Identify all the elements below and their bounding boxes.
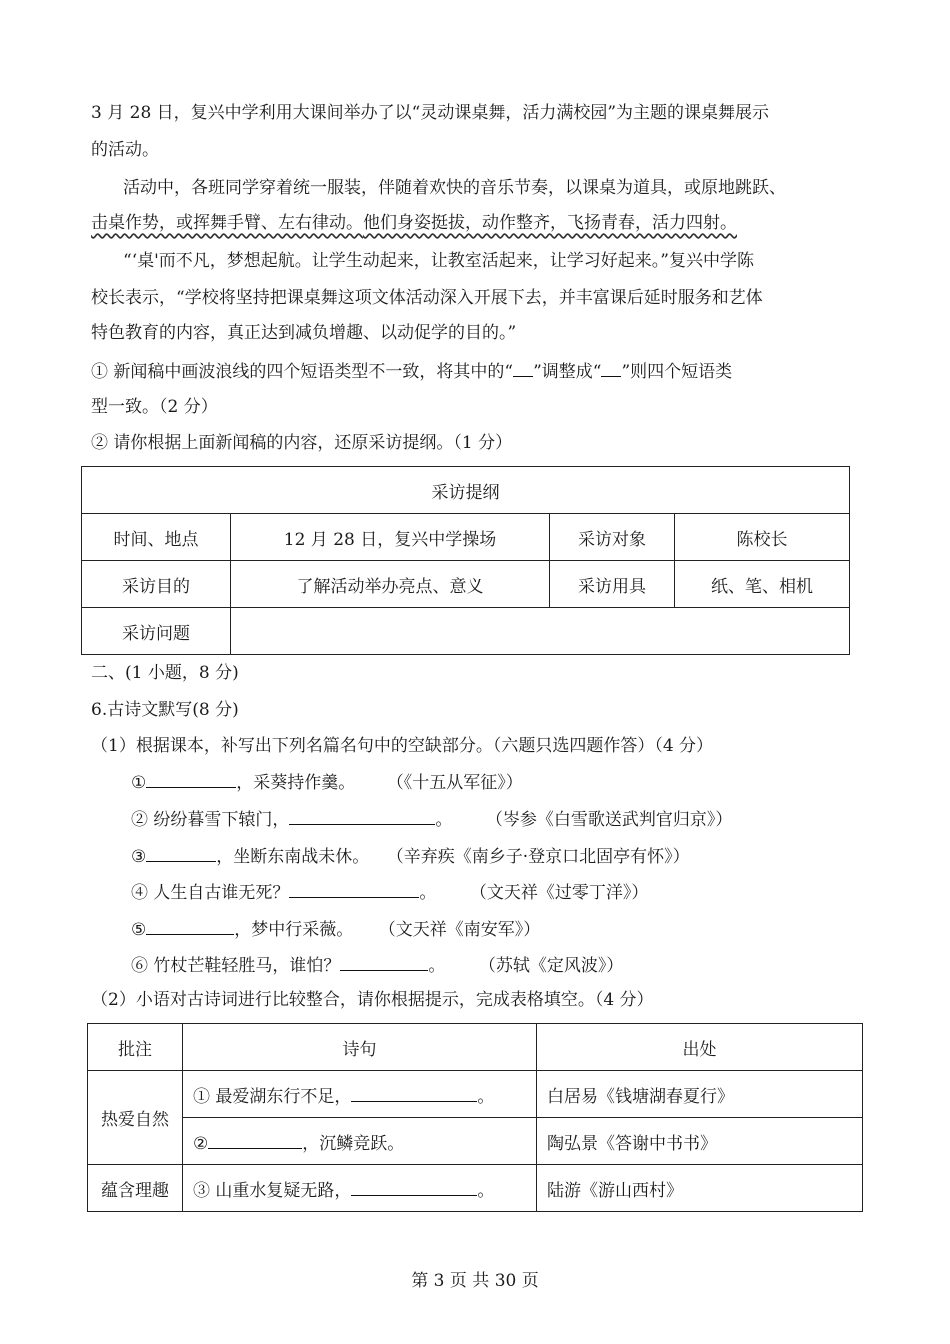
answer-blank[interactable] <box>601 358 621 377</box>
answer-blank[interactable] <box>289 879 419 898</box>
verse-cell: ② ，沉鳞竞跃。 <box>183 1118 537 1165</box>
answer-blank[interactable] <box>146 916 234 935</box>
source-cell: 白居易《钱塘湖春夏行》 <box>537 1071 863 1118</box>
table-row <box>82 514 850 561</box>
answer-blank[interactable] <box>351 1083 477 1102</box>
answer-blank[interactable] <box>146 843 216 862</box>
verse-cell: ③ 山重水复疑无路， 。 <box>183 1165 537 1212</box>
source-cell: 陶弘景《答谢中书书》 <box>537 1118 863 1165</box>
cell-label: 时间、地点 <box>82 514 231 561</box>
cell-value: 陈校长 <box>675 514 850 561</box>
column-header: 出处 <box>537 1024 863 1071</box>
section-heading: 二、(1 小题，8 分) <box>91 663 239 683</box>
question-2: ② 请你根据上面新闻稿的内容，还原采访提纲。（1 分） <box>91 433 513 453</box>
poetry-comparison-table <box>87 1023 863 1212</box>
cell-value: 纸、笔、相机 <box>675 561 850 608</box>
news-p2-line1: 活动中，各班同学穿着统一服装，伴随着欢快的音乐节奏，以课桌为道具，或原地跳跃、 <box>123 178 786 198</box>
news-p1-line1: 3 月 28 日，复兴中学利用大课间举办了以“灵动课桌舞，活力满校园”为主题的课桌舞展示 <box>91 103 770 123</box>
table-row <box>82 561 850 608</box>
answer-blank[interactable] <box>146 769 236 788</box>
table-row <box>88 1071 863 1118</box>
category-cell: 蕴含理趣 <box>88 1165 183 1212</box>
answer-blank[interactable] <box>340 952 428 971</box>
table-row <box>82 608 850 655</box>
cell-label: 采访问题 <box>82 608 231 655</box>
column-header: 诗句 <box>183 1024 537 1071</box>
news-p3-line1: “‘桌'而不凡，梦想起航。让学生动起来，让教室活起来，让学习好起来。”复兴中学陈 <box>123 251 754 271</box>
interview-outline-table <box>81 466 850 655</box>
part-1-instructions: （1）根据课本，补写出下列名篇名句中的空缺部分。（六题只选四题作答）（4 分） <box>91 736 714 756</box>
category-cell: 热爱自然 <box>88 1071 183 1165</box>
question-1-line1: ① 新闻稿中画波浪线的四个短语类型不一致，将其中的“ ”调整成“ ”则四个短语类 <box>91 358 732 384</box>
source-cell: 陆游《游山西村》 <box>537 1165 863 1212</box>
news-p2-line2 <box>91 211 737 235</box>
answer-blank[interactable] <box>351 1177 477 1196</box>
answer-blank[interactable] <box>289 806 435 825</box>
wavy-phrase-a: 击桌作势，或挥舞手臂、左右律动。 <box>91 213 363 233</box>
news-p1-line2: 的活动。 <box>91 140 159 160</box>
interview-questions-answer[interactable] <box>231 608 850 655</box>
page-number-footer: 第 3 页 共 30 页 <box>411 1271 539 1291</box>
answer-blank[interactable] <box>513 358 533 377</box>
cell-value: 12 月 28 日，复兴中学操场 <box>231 514 550 561</box>
cell-value: 了解活动举办亮点、意义 <box>231 561 550 608</box>
poem-item-3: ③ ，坐断东南战未休。 （辛弃疾《南乡子·登京口北固亭有怀》） <box>131 843 690 869</box>
cell-label: 采访对象 <box>550 514 675 561</box>
news-p3-line2: 校长表示，“学校将坚持把课桌舞这项文体活动深入开展下去，并丰富课后延时服务和艺体 <box>91 288 763 308</box>
question-1-line2: 型一致。（2 分） <box>91 397 218 417</box>
column-header: 批注 <box>88 1024 183 1071</box>
table-row <box>88 1165 863 1212</box>
poem-item-2: ② 纷纷暮雪下辕门， 。 （岑参《白雪歌送武判官归京》） <box>131 806 732 832</box>
verse-cell: ① 最爱湖东行不足， 。 <box>183 1071 537 1118</box>
poem-item-1: ① ，采葵持作羹。 （《十五从军征》） <box>131 769 523 795</box>
poem-item-5: ⑤ ，梦中行采薇。 （文天祥《南安军》） <box>131 916 540 942</box>
poem-item-6: ⑥ 竹杖芒鞋轻胜马，谁怕？ 。 （苏轼《定风波》） <box>131 952 623 978</box>
table-title: 采访提纲 <box>82 467 850 514</box>
part-2-instructions: （2）小语对古诗词进行比较整合，请你根据提示，完成表格填空。（4 分） <box>91 990 654 1010</box>
cell-label: 采访目的 <box>82 561 231 608</box>
table-row <box>88 1118 863 1165</box>
answer-blank[interactable] <box>208 1130 302 1149</box>
poem-item-4: ④ 人生自古谁无死？ 。 （文天祥《过零丁洋》） <box>131 879 648 905</box>
question-6-title: 6.古诗文默写(8 分) <box>91 700 239 720</box>
news-p3-line3: 特色教育的内容，真正达到减负增趣、以动促学的目的。” <box>91 323 517 343</box>
table-header-row <box>88 1024 863 1071</box>
cell-label: 采访用具 <box>550 561 675 608</box>
wavy-phrase-b: 他们身姿挺拔，动作整齐，飞扬青春，活力四射。 <box>363 213 737 233</box>
